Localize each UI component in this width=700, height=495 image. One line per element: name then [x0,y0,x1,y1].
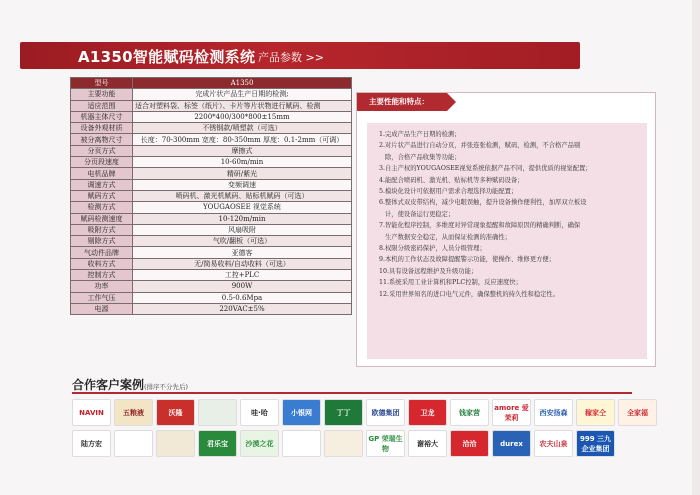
spec-row [71,168,352,179]
spec-value: 900W [133,281,352,292]
feature-line: 10.具有设备远程维护及升级功能； [379,267,478,275]
partner-logo: 西安扬森 [534,399,573,426]
feature-line: 6.整体式双皮带结构，减少电眼误触，提升设备操作便利性，加厚双立板设 [379,199,587,207]
feature-line: 计，使设备运行更稳定； [385,210,455,218]
feature-line: 4.能配合喷码机、激光机、贴标机等多种赋码设备； [379,176,524,184]
spec-row [71,111,352,122]
spec-row [71,270,352,281]
spec-row [71,123,352,134]
partners-heading: 合作客户案例 [72,378,145,392]
partner-logo: amore 爱茉莉 [492,399,531,426]
spec-value: 亚德客 [133,247,352,258]
partner-logo: 洽洽 [450,430,489,457]
partner-logo: 陆方宏 [72,430,111,457]
spec-key: 被分离物尺寸 [71,134,133,145]
partner-logo: NAVIN [72,399,111,426]
spec-value: 10-60m/min [133,157,352,168]
spec-key: 分页方式 [71,145,133,156]
spec-row [71,100,352,111]
features-list [367,123,647,359]
partner-logo: 小银网 [282,399,321,426]
spec-value: A1350 [133,78,352,89]
partner-logo: 五粮液 [114,399,153,426]
partner-logo: 全家福 [618,399,657,426]
spec-row [71,190,352,201]
partner-logo: 沙漠之花 [240,430,279,457]
partner-logo [198,399,237,426]
spec-row [71,281,352,292]
partner-logo: 丁丁 [324,399,363,426]
spec-row [71,213,352,224]
spec-value: 风扇吸附 [133,224,352,235]
spec-row [71,179,352,190]
spec-row [71,134,352,145]
spec-value: 摩擦式 [133,145,352,156]
spec-row [71,236,352,247]
partner-logo [114,430,153,457]
spec-row [71,258,352,269]
partner-logo [156,430,195,457]
spec-row [71,157,352,168]
spec-value: 气吹/翻板（可选） [133,236,352,247]
spec-value: 0.5-0.6Mpa [133,292,352,303]
spec-row [71,89,352,100]
features-heading: 主要性能和特点： [357,93,447,111]
spec-row [71,247,352,258]
spec-value: 完成片状产品生产日期的检测; [133,89,352,100]
title-banner [20,42,580,69]
partner-logo [282,430,321,457]
spec-key: 电机品牌 [71,168,133,179]
spec-row [71,202,352,213]
partner-logo: GP 荣瑞生物 [366,430,405,457]
spec-key: 功率 [71,281,133,292]
spec-value: 10-120m/min [133,213,352,224]
feature-line: 2.对片状产品进行自动分页，并张连张检测，赋码，检测，不合格产品剔 [379,142,581,150]
spec-key: 调速方式 [71,179,133,190]
spec-key: 适应范围 [71,100,133,111]
feature-line: 1.完成产品生产日期的检测； [379,131,461,138]
spec-value: 精研/紫光 [133,168,352,179]
spec-key: 电源 [71,303,133,314]
spec-row [71,224,352,235]
partners-note: (排序不分先后) [144,383,189,391]
partner-logo: durex [492,430,531,457]
spec-row [71,292,352,303]
spec-value: 适合对塑料袋、标签（纸片）、卡片等片状物进行赋码、检测 [133,100,352,111]
spec-key: 机器主体尺寸 [71,111,133,122]
partner-logo: 谢裕大 [408,430,447,457]
feature-line: 9.本机的工作状态及故障提醒警示功能，使操作、维修更方便； [379,256,556,264]
spec-key: 收料方式 [71,258,133,269]
feature-line: 11.系统采用工业计算机和PLC控制，反应速度快； [379,279,522,287]
partner-logo: 农夫山泉 [534,430,573,457]
spec-key: 型号 [71,78,133,89]
feature-line: 7.智能化程序控制，多维度对异常现象提醒和故障原因的精确判断，确保 [379,222,581,230]
partner-logo: 999 三九企业集团 [576,430,615,457]
partner-logo: 哇·哈 [240,399,279,426]
feature-line: 8.权限分级密码保护，人员分级管理； [379,245,486,253]
spec-value: 变频调速 [133,179,352,190]
partner-logo: 欧德集团 [366,399,405,426]
spec-key: 赋码方式 [71,190,133,201]
spec-value: 220VAC±5% [133,303,352,314]
spec-value: 长度：70-300mm 宽度：80-350mm 厚度：0.1-2mm（可调） [133,134,352,145]
spec-key: 检测方式 [71,202,133,213]
features-panel [356,92,656,367]
spec-key: 工作气压 [71,292,133,303]
partners-title [72,376,188,393]
spec-key: 控制方式 [71,270,133,281]
partner-logo: 钱家营 [450,399,489,426]
spec-key: 气动件品牌 [71,247,133,258]
partner-logo: 卫龙 [408,399,447,426]
partner-logo: 稼家仝 [576,399,615,426]
spec-value: 喷码机、激光机赋码、贴标机赋码（可选） [133,190,352,201]
feature-line: 除，合格产品收集等功能； [385,153,461,161]
partner-logo: 沃隆 [156,399,195,426]
feature-line: 生产数据安全稳定，从而保证检测的准确性； [385,233,511,241]
feature-line: 5.模块化设计可依据用户需求合理选择功能配置； [379,188,518,196]
page-subtitle: 产品参数 >> [258,51,324,64]
spec-key: 吸附方式 [71,224,133,235]
spec-key: 主要功能 [71,89,133,100]
spec-key: 赋码检测速度 [71,213,133,224]
spec-value: 不锈钢款/喷塑款（可选） [133,123,352,134]
partners-divider [72,392,632,394]
spec-table [70,77,352,315]
spec-row [71,145,352,156]
feature-line: 3.自主产权的YOUGAOSEE视觉系统依据产品不同，提供优质的视觉配置； [379,165,592,173]
spec-row [71,78,352,89]
spec-row [71,303,352,314]
partner-logo [324,430,363,457]
page-edge [692,0,700,495]
spec-value: 工控+PLC [133,270,352,281]
spec-value: 无/简易收料/自动收料（可选） [133,258,352,269]
spec-value: YOUGAOSEE 视觉系统 [133,202,352,213]
feature-line: 12.采用世界知名的进口电气元件，确保整机的持久性和稳定性。 [379,290,560,298]
page-title: A1350智能赋码检测系统 [78,48,256,66]
spec-key: 分页段速度 [71,157,133,168]
partner-logo: 君乐宝 [198,430,237,457]
spec-key: 设备外观材质 [71,123,133,134]
spec-key: 剔除方式 [71,236,133,247]
spec-value: 2200*400/300*800±15mm [133,111,352,122]
